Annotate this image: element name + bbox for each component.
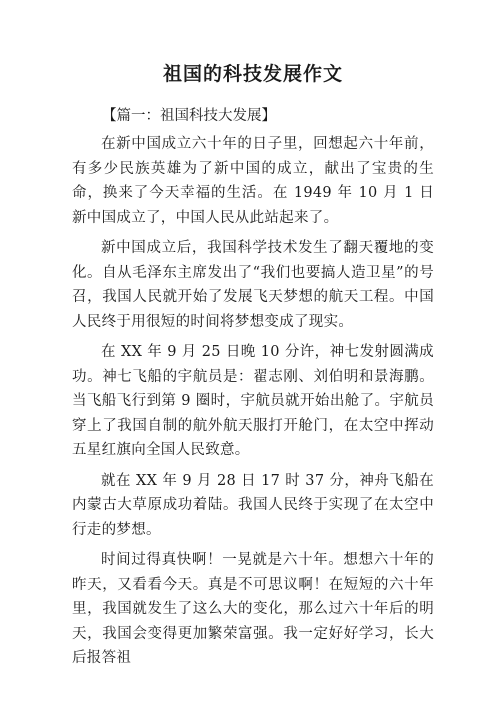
paragraph: 在 XX 年 9 月 25 日晚 10 分许，神七发射圆满成功。神七飞船的宇航员是：翟志刚、刘伯明和景海鹏。当飞船飞行到第 9 圈时，宇航员就开始出舱了。宇航员穿上了我国自制的航外航天服打开舱门，在太空中挥动五星红旗向全国人民致意。: [72, 344, 434, 458]
section-heading: 【篇一：祖国科技大发展】: [102, 108, 276, 124]
paragraph: 时间过得真快啊！一晃就是六十年。想想六十年的昨天，又看看今天。真是不可思议啊！在短短的六十年里，我国就发生了这么大的变化，那么过六十年后的明天，我国会变得更加繁荣富强。我一定好好学习，长大后报答祖: [72, 552, 434, 666]
paragraph: 在新中国成立六十年的日子里，回想起六十年前，有多少民族英雄为了新中国的成立，献出了宝贵的生命，换来了今天幸福的生活。在 1949 年 10 月 1 日新中国成立了，中国人民从此站起来了。: [72, 136, 434, 226]
document-title: 祖国的科技发展作文: [162, 63, 343, 85]
paragraph: 新中国成立后，我国科学技术发生了翻天覆地的变化。自从毛泽东主席发出了“我们也要搞人造卫星”的号召，我国人民就开始了发展飞天梦想的航天工程。中国人民终于用很短的时间将梦想变成了现实。: [72, 240, 434, 330]
paragraph: 就在 XX 年 9 月 28 日 17 时 37 分，神舟飞船在内蒙古大草原成功着陆。我国人民终于实现了在太空中行走的梦想。: [72, 472, 434, 538]
